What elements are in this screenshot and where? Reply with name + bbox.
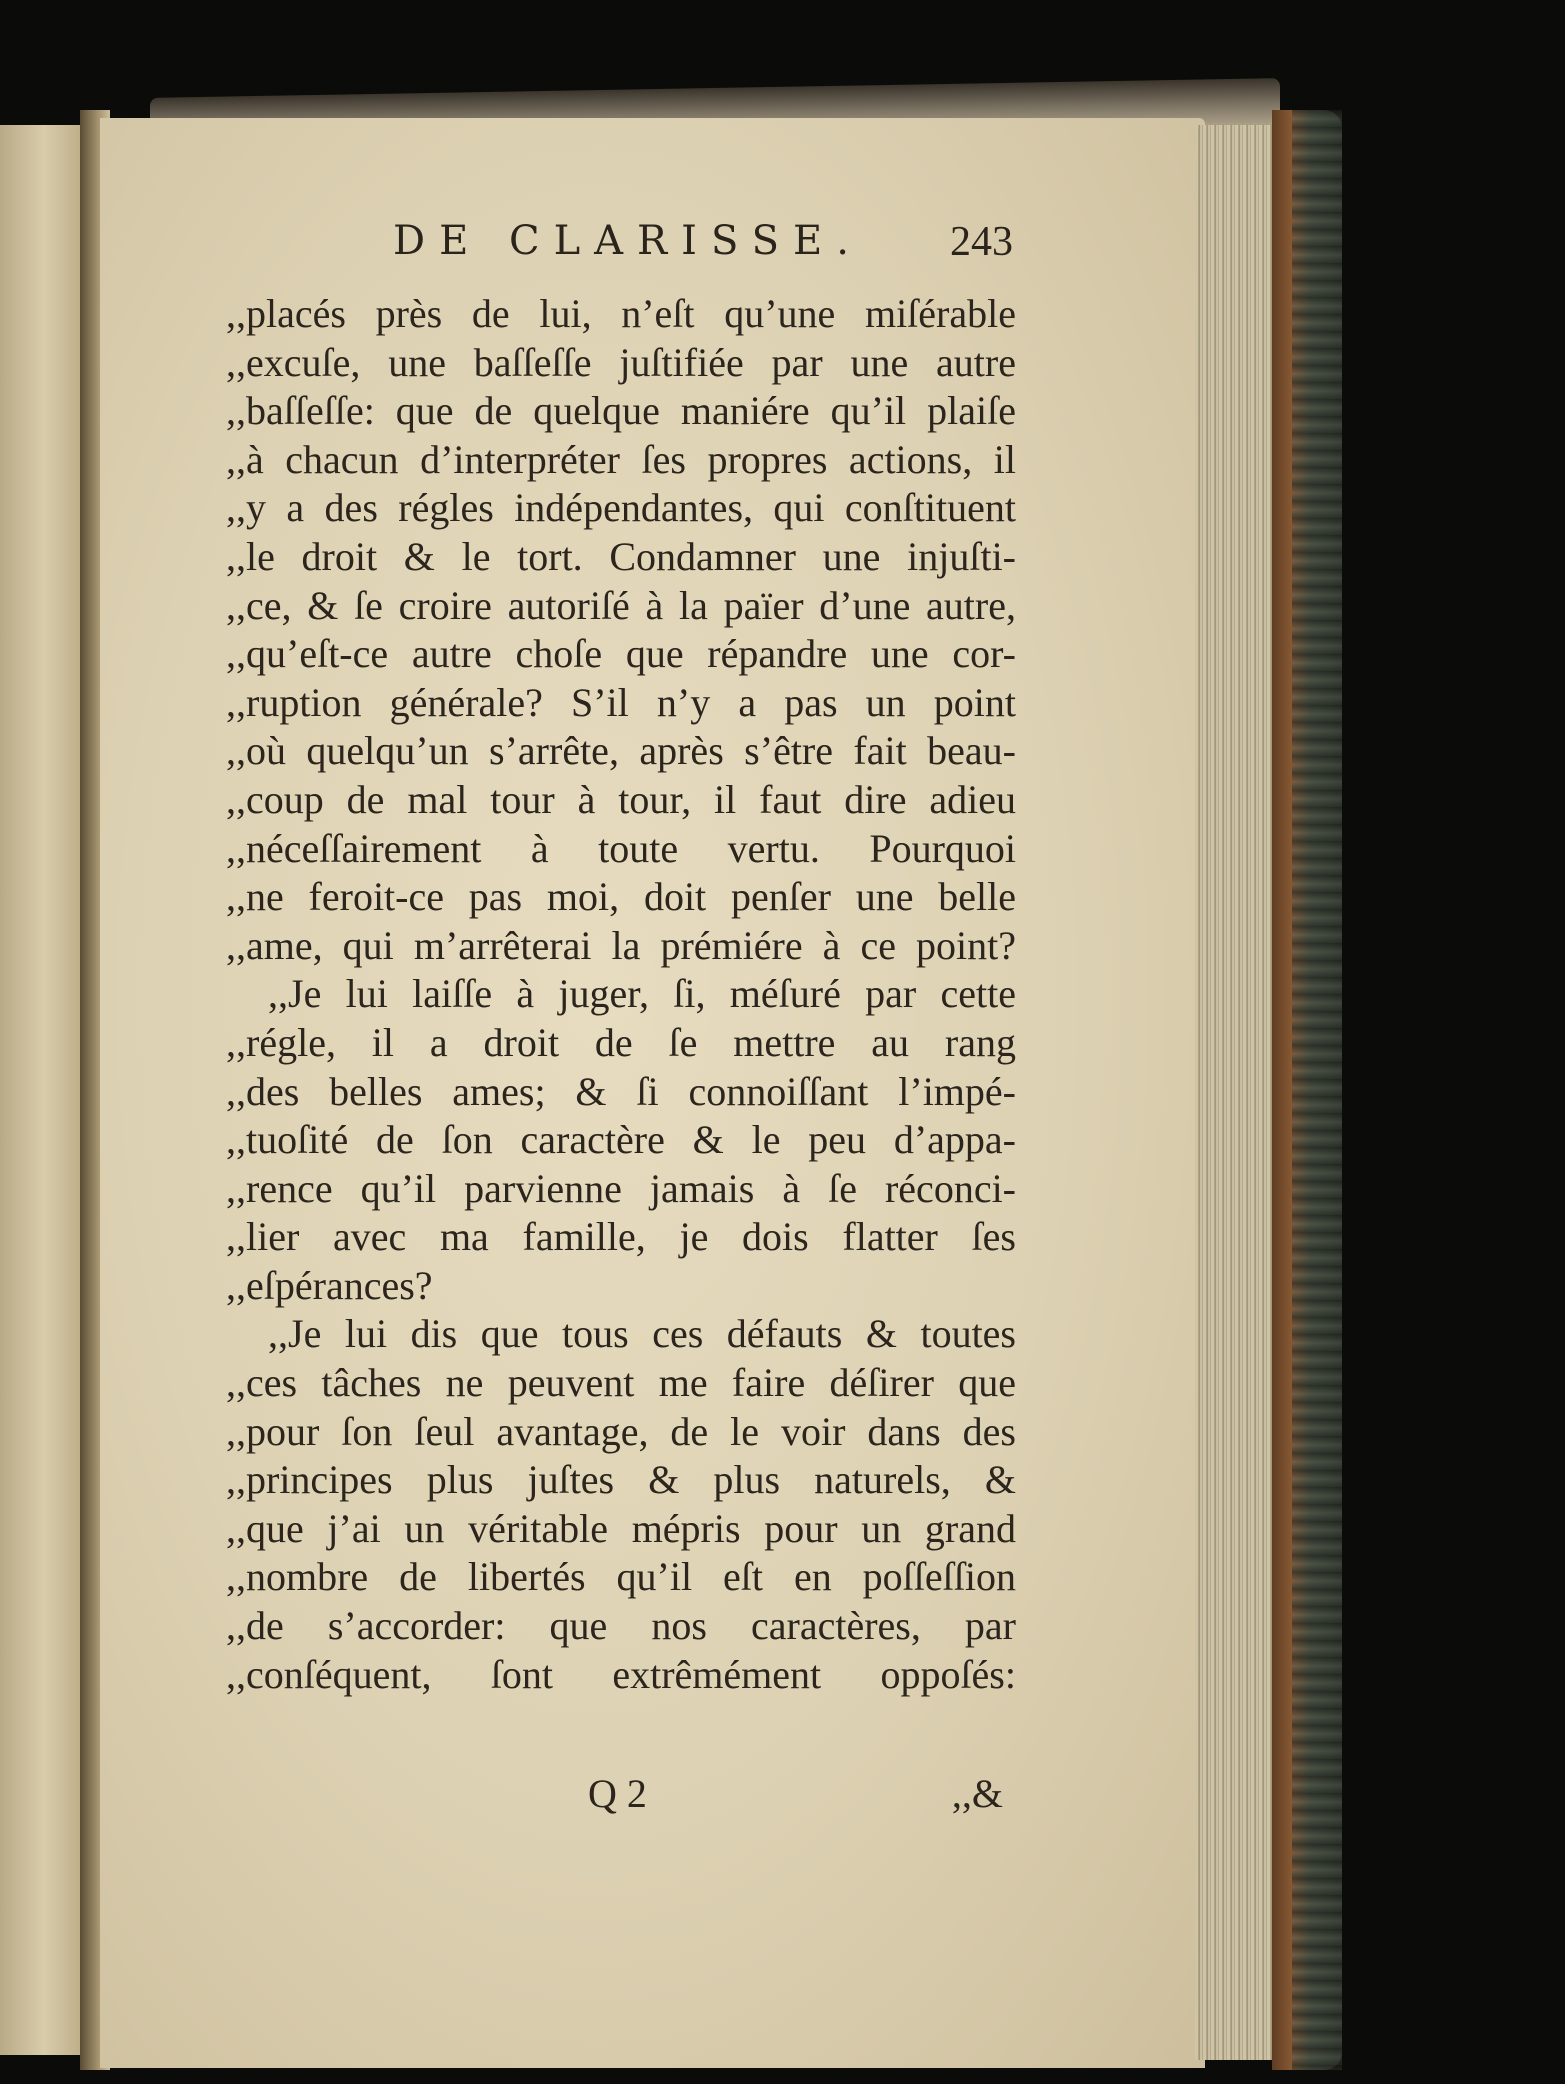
text-line: ,,baſſeſſe: que de quelque maniére qu’il plaiſe [226, 388, 1016, 434]
text-line: ,,ame, qui m’arrêterai la prémiére à ce point? [226, 922, 1016, 968]
text-line: ,,Je lui dis que tous ces défauts & toutes [268, 1311, 1016, 1357]
text-line: ,,rence qu’il parvienne jamais à ſe réconci- [226, 1165, 1016, 1211]
text-line: ,,de s’accorder: que nos caractères, par [226, 1603, 1016, 1649]
text-line: ,,qu’eſt-ce autre choſe que répandre une cor- [226, 631, 1016, 677]
text-line: ,,nombre de libertés qu’il eſt en poſſeſſion [226, 1554, 1016, 1600]
text-line: ,,tuoſité de ſon caractère & le peu d’appa- [226, 1117, 1016, 1163]
page-footer [588, 1770, 1003, 1820]
text-line: ,,conſéquent, ſont extrêmément oppoſés: [226, 1651, 1016, 1697]
text-line: ,,coup de mal tour à tour, il faut dire adieu [226, 776, 1016, 822]
text-line: ,,néceſſairement à toute vertu. Pourquoi [226, 825, 1016, 871]
page-number: 243 [950, 219, 1013, 265]
text-line: ,,eſpérances? [226, 1262, 433, 1308]
signature-mark: Q 2 [588, 1771, 647, 1816]
text-line: ,,excuſe, une baſſeſſe juſtifiée par une autre [226, 339, 1016, 385]
text-line: ,,à chacun d’interpréter ſes propres actions, il [226, 436, 1016, 482]
body-text [226, 290, 1016, 1699]
text-line: ,,principes plus juſtes & plus naturels, & [226, 1457, 1016, 1503]
page-header [393, 218, 1013, 278]
text-line: ,,où quelqu’un s’arrête, après s’être fait beau- [226, 728, 1016, 774]
running-title: DE CLARISSE. [393, 218, 863, 264]
text-line: ,,ce, & ſe croire autoriſé à la païer d’une autre, [226, 582, 1016, 628]
leather-cover [1272, 110, 1342, 2070]
text-line: ,,le droit & le tort. Condamner une injuſti- [226, 533, 1016, 579]
text-line: ,,ces tâches ne peuvent me faire déſirer que [226, 1360, 1016, 1406]
text-line: ,,pour ſon ſeul avantage, de le voir dans des [226, 1408, 1016, 1454]
text-line: ,,ruption générale? S’il n’y a pas un point [226, 679, 1016, 725]
facing-page-fragment [0, 125, 82, 2055]
text-line: ,,régle, il a droit de ſe mettre au rang [226, 1019, 1016, 1065]
text-line: ,,ne feroit-ce pas moi, doit penſer une belle [226, 874, 1016, 920]
text-line: ,,Je lui laiſſe à juger, ſi, méſuré par cette [268, 971, 1016, 1017]
text-line: ,,y a des régles indépendantes, qui conſtituent [226, 485, 1016, 531]
text-line: ,,que j’ai un véritable mépris pour un grand [226, 1505, 1016, 1551]
text-line: ,,lier avec ma famille, je dois flatter ſes [226, 1214, 1016, 1260]
catchword: ,,& [951, 1771, 1003, 1816]
page-fore-edge [1195, 125, 1275, 2060]
text-line: ,,placés près de lui, n’eſt qu’une miſérable [226, 291, 1016, 336]
text-line: ,,des belles ames; & ſi connoiſſant l’impé- [226, 1068, 1016, 1114]
